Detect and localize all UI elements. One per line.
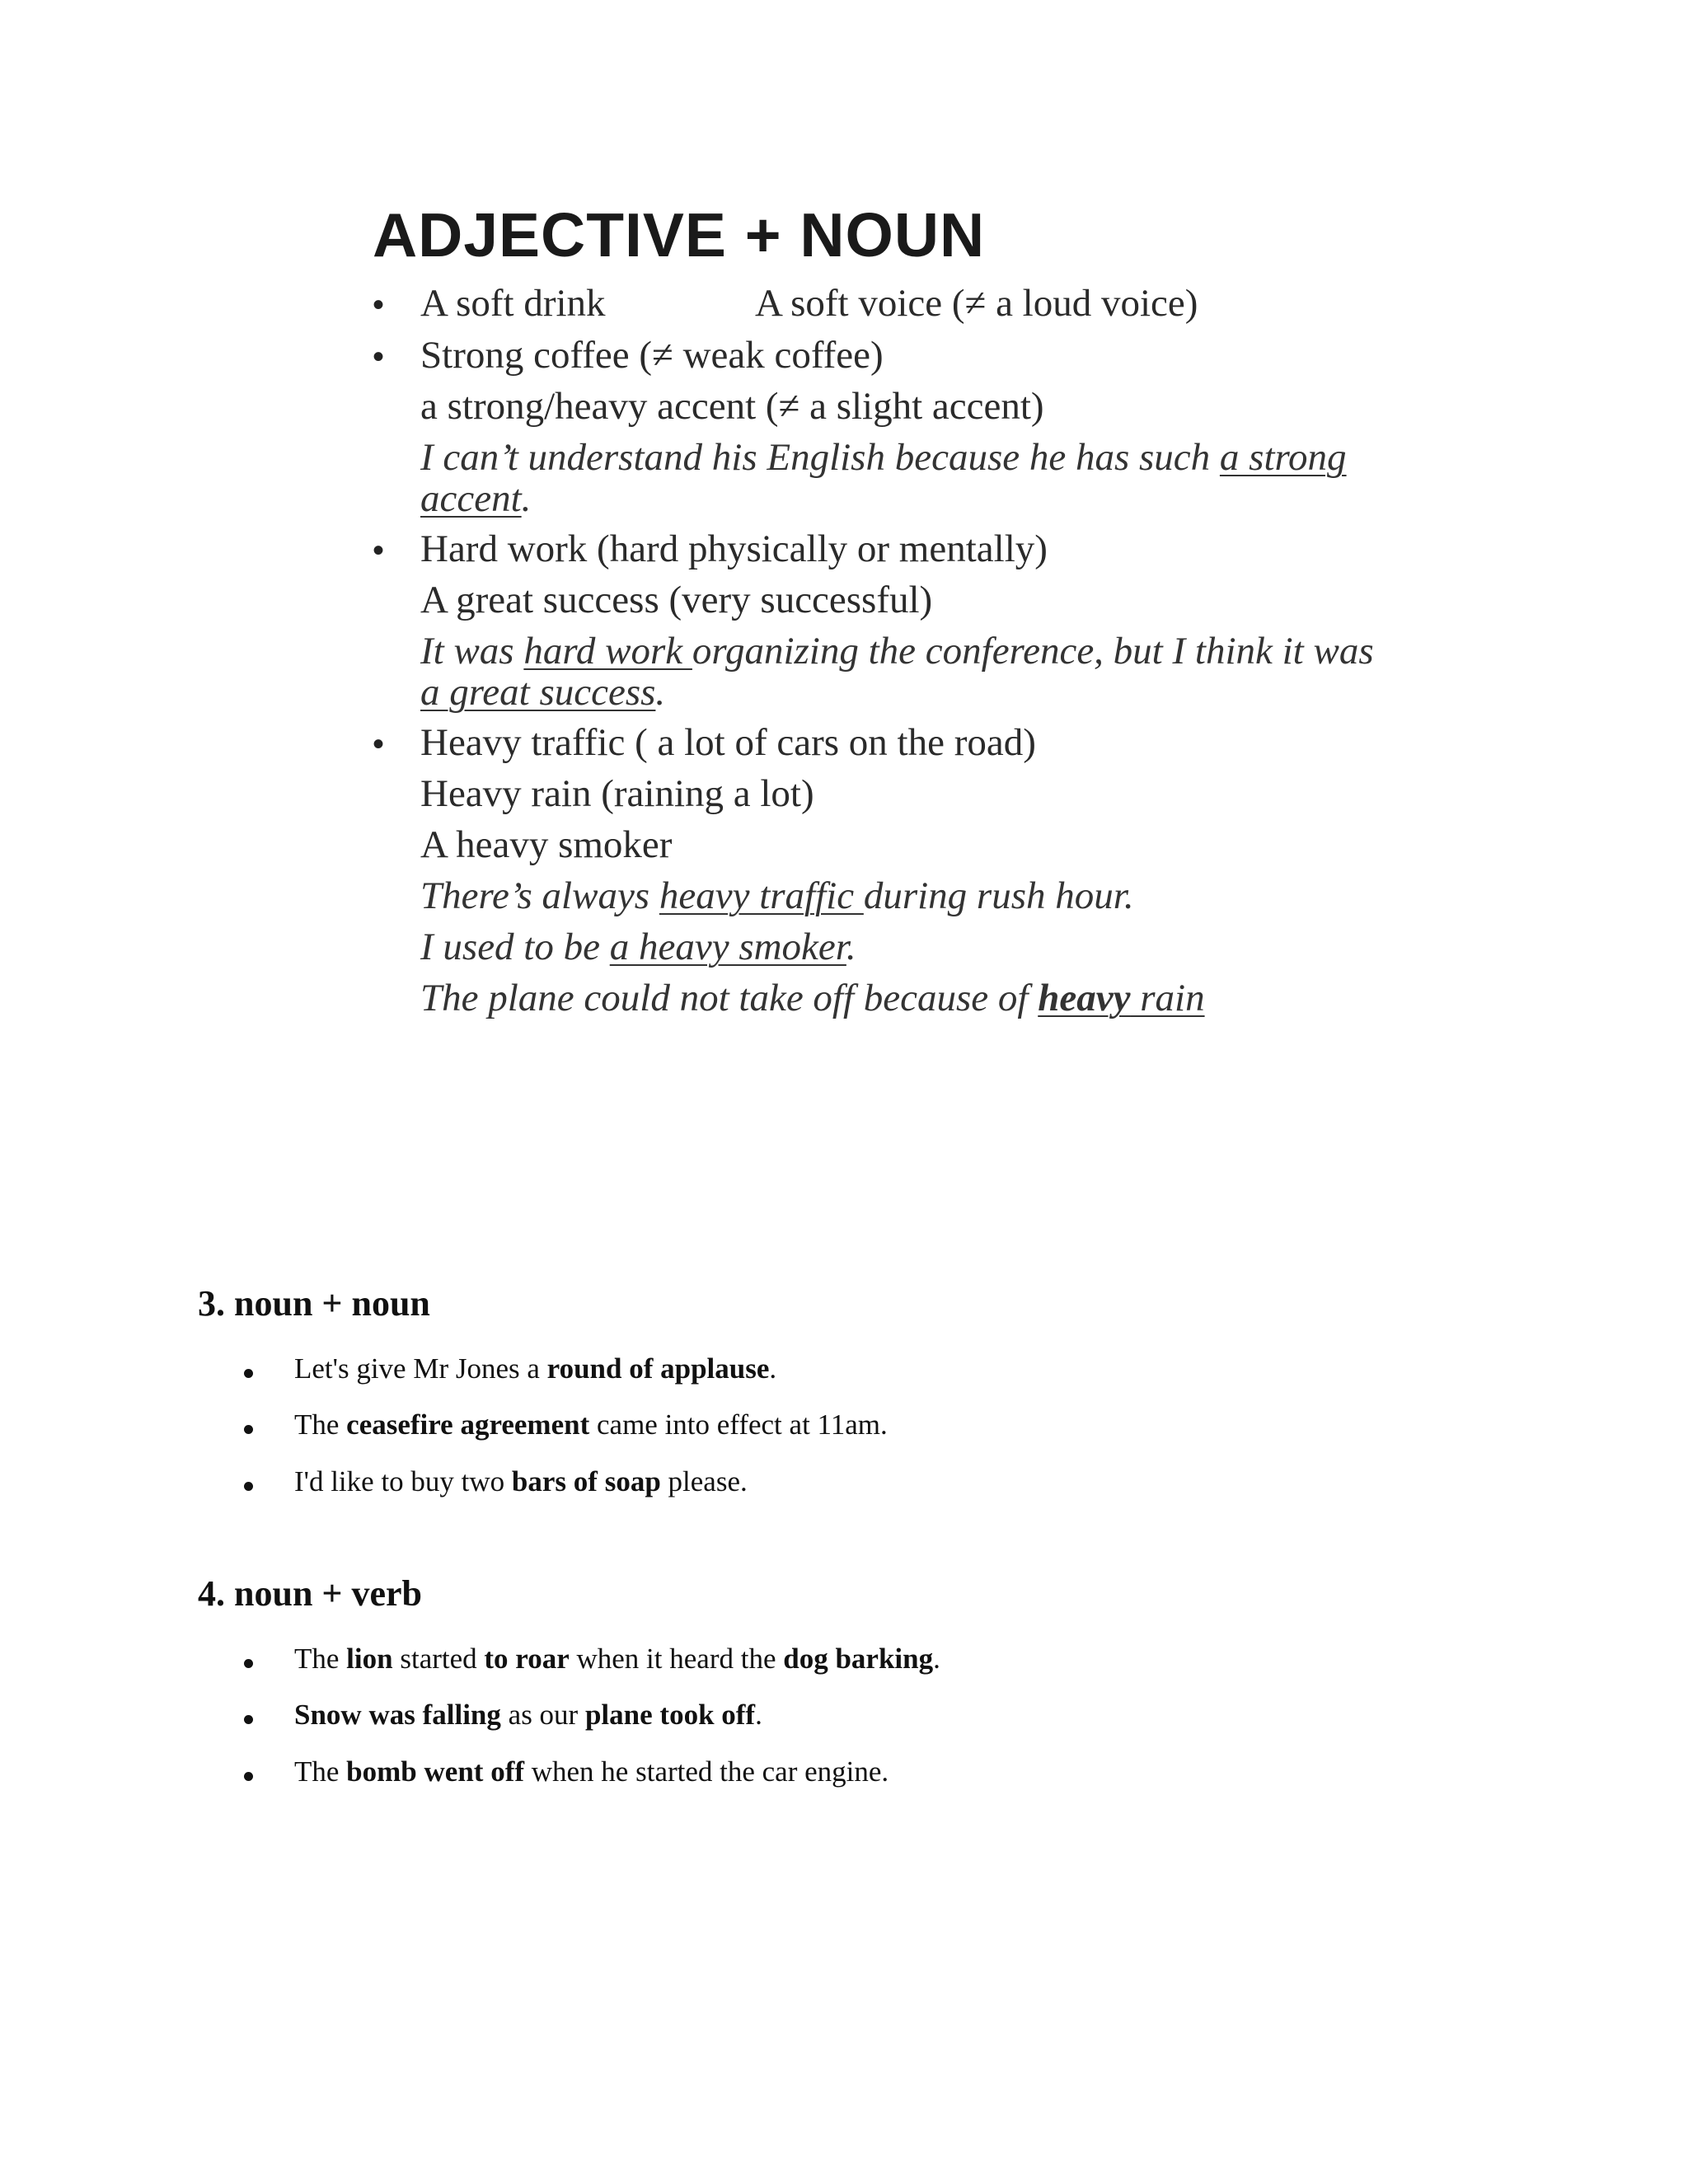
item-text: The — [294, 1408, 347, 1441]
underlined-collocation: rain — [1130, 977, 1205, 1019]
underlined-collocation: a great success — [420, 671, 656, 714]
example-sentence-cont — [420, 477, 532, 520]
example-text: during rush hour. — [863, 874, 1134, 917]
item-text: I'd like to buy two — [294, 1465, 512, 1497]
list-item — [294, 1352, 776, 1385]
item-text: when it heard the — [569, 1643, 784, 1675]
example-sentence — [420, 438, 1347, 477]
bullet — [244, 1425, 253, 1434]
item-text: . — [755, 1699, 762, 1731]
collocation-line: Heavy rain (raining a lot) — [420, 772, 814, 815]
section-title-noun-noun: 3. noun + noun — [198, 1283, 430, 1324]
item-collocation: to roar — [484, 1643, 570, 1675]
list-item — [294, 1408, 888, 1441]
item-collocation: dog barking — [783, 1643, 934, 1675]
example-text: The plane could not take off because of — [420, 977, 1039, 1019]
item-collocation: lion — [346, 1643, 393, 1675]
item-text: as our — [500, 1699, 585, 1731]
collocation-line: Strong coffee (≠ weak coffee) — [420, 334, 884, 377]
collocation-line: Heavy traffic ( a lot of cars on the road) — [420, 721, 1036, 764]
example-text: organizing the conference, but I think it was — [692, 630, 1374, 673]
example-text: It was — [420, 630, 524, 673]
item-collocation: ceasefire agreement — [346, 1408, 590, 1441]
example-sentence — [420, 632, 1374, 671]
list-item — [294, 1643, 940, 1675]
scanned-excerpt — [0, 0, 1688, 1071]
collocation-line: a strong/heavy accent (≠ a slight accent) — [420, 385, 1044, 428]
example-text: . — [521, 477, 532, 520]
item-text: when he started the car engine. — [524, 1755, 889, 1788]
item-collocation: Snow was falling — [294, 1699, 501, 1731]
item-text: The — [294, 1755, 347, 1788]
collocation-text: A soft drink — [420, 282, 606, 325]
example-text: I used to be — [420, 926, 610, 968]
example-text: . — [846, 926, 856, 968]
collocation-line — [420, 284, 606, 323]
bullet — [244, 1772, 253, 1781]
bullet: • — [373, 339, 385, 375]
item-collocation: round of applause — [546, 1352, 770, 1385]
section-heading: ADJECTIVE + NOUN — [373, 200, 986, 269]
example-sentence — [420, 874, 1134, 917]
bullet — [244, 1659, 253, 1668]
item-collocation: plane took off — [584, 1699, 756, 1731]
item-text: . — [769, 1352, 777, 1385]
example-text: . — [655, 671, 666, 714]
item-text: . — [933, 1643, 940, 1675]
item-text: please. — [660, 1465, 748, 1497]
collocation-text: A soft voice (≠ a loud voice) — [755, 282, 1198, 325]
bullet: • — [373, 287, 385, 323]
underlined-collocation: accent — [420, 477, 522, 520]
list-item — [294, 1699, 762, 1732]
list-item — [294, 1755, 889, 1788]
underlined-collocation: hard work — [523, 630, 692, 673]
collocation-line: Hard work (hard physically or mentally) — [420, 527, 1048, 570]
underlined-collocation: heavy traffic — [659, 874, 864, 917]
item-text: The — [294, 1643, 347, 1675]
bullet — [244, 1715, 253, 1724]
example-text: I can’t understand his English because he has such — [420, 436, 1220, 479]
collocation-line: A heavy smoker — [420, 823, 673, 866]
example-sentence — [420, 979, 1205, 1018]
underlined-collocation: a heavy smoker — [609, 926, 846, 968]
collocation-line: A great success (very successful) — [420, 579, 933, 621]
bullet: • — [373, 532, 385, 569]
example-sentence — [420, 928, 856, 967]
bullet — [244, 1482, 253, 1491]
item-text: started — [392, 1643, 485, 1675]
example-sentence-cont — [420, 673, 665, 712]
example-text: There’s always — [420, 874, 659, 917]
item-text: Let's give Mr Jones a — [294, 1352, 547, 1385]
bullet: • — [373, 726, 385, 762]
list-item — [294, 1465, 748, 1498]
bullet — [244, 1369, 253, 1378]
item-collocation: bomb went off — [346, 1755, 524, 1788]
item-collocation: bars of soap — [511, 1465, 661, 1497]
collocation-line — [755, 284, 1198, 323]
underlined-bold-word: heavy — [1038, 977, 1131, 1019]
section-title-noun-verb: 4. noun + verb — [198, 1573, 423, 1614]
item-text: came into effect at 11am. — [589, 1408, 888, 1441]
underlined-collocation: a strong — [1219, 436, 1347, 479]
